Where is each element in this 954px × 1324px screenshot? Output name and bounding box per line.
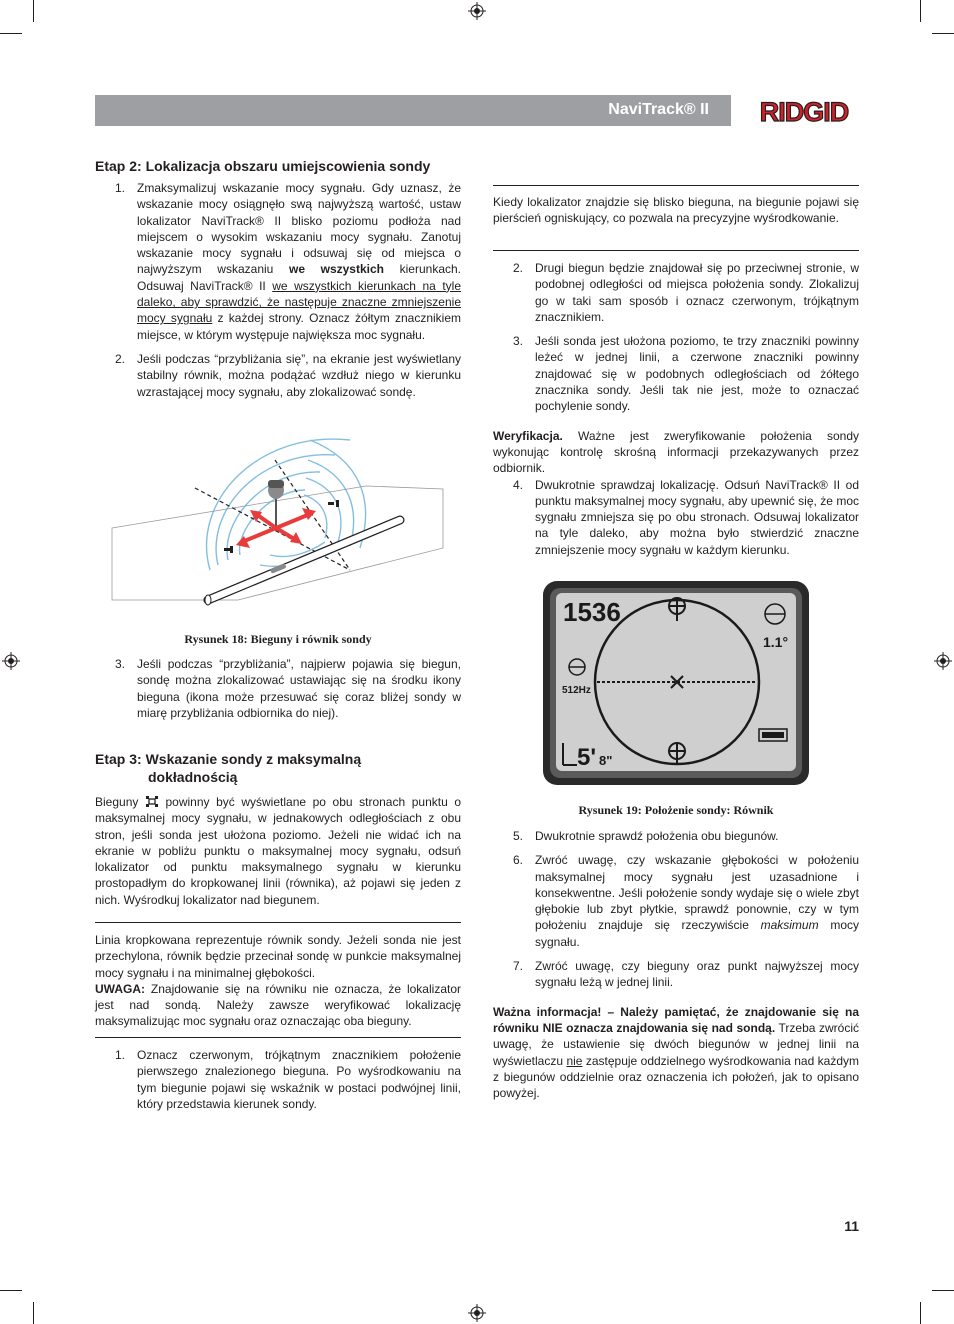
ridgid-logo xyxy=(748,94,860,128)
left-column-step3 xyxy=(95,750,461,908)
product-title: NaviTrack® II xyxy=(608,101,709,118)
crop-mark xyxy=(33,1302,34,1324)
crop-mark xyxy=(920,1302,921,1324)
right-column-continued xyxy=(493,828,859,1101)
svg-text:RIDGID: RIDGID xyxy=(759,97,849,127)
registration-mark-icon xyxy=(2,652,20,670)
left-column xyxy=(95,157,461,400)
figure-18-caption: Rysunek 18: Bieguny i równik sondy xyxy=(184,632,372,646)
figure-19-locator-screen xyxy=(543,581,809,785)
right-note-box: Kiedy lokalizator znajdzie się blisko bieguna, na biegunie pojawi się pierścień ogniskujący, co pozwala na precyzyjne wyśrodkowanie. xyxy=(493,195,859,226)
svg-text:1.1°: 1.1° xyxy=(763,634,789,650)
list-item: 2. Drugi biegun będzie znajdował się po przeciwnej stronie, w podobnej odległości od miejsca położenia sondy. Zlokalizuj go w taki sam sposób i oznacz czerwonym, trójkątnym znacznikiem. xyxy=(513,261,859,324)
section-heading: Etap 2: Lokalizacja obszaru umiejscowienia sondy xyxy=(95,158,431,174)
right-column xyxy=(493,260,859,558)
paragraph: Weryfikacja. Ważne jest zweryfikowanie położenia sondy wykonując kontrolę skrośną informacji przekazywanych przez odbiornik. xyxy=(493,428,859,476)
box-top-rule xyxy=(493,185,859,186)
crop-mark xyxy=(920,0,921,22)
crop-mark xyxy=(932,1290,954,1291)
list-item: 6. Zwróć uwagę, czy wskazanie głębokości w położeniu maksymalnej mocy sygnału jest uzasadnione i konsekwentne. Jeśli położenie sondy wydaje się o wiele zbyt głębokie lub zbyt płytkie, sprawdź ponownie, czy w tym położeniu znajduje się rzeczywiście maksimum mocy sygnału. xyxy=(513,853,859,949)
svg-text:1536: 1536 xyxy=(563,597,621,627)
important-note: Ważna informacja! – Należy pamiętać, że znajdowanie się na równiku NIE oznacza znajdowania się nad sondą. Trzeba zwrócić uwagę, że ustawienie się dwóch biegunów w jednej linii na wyświetlaczu nie zastępuje oddzielnego wyśrodkowania nad każdym z biegunów oddzielnie oraz oznaczenia ich położeń, jak to opisano powyżej. xyxy=(493,1004,859,1101)
list-item: 3. Jeśli sonda jest ułożona poziomo, te trzy znaczniki powinny leżeć w jednej linii, a czerwone znaczniki powinny znajdować się w podobnych odległościach od żółtego znacznika sondy. Jeśli tak nie jest, może to oznaczać pochylenie sondy. xyxy=(513,334,859,414)
list-item: 3. Jeśli podczas “przybliżania”, najpierw pojawia się biegun, sondę można zlokalizować ustawiając się na środku ikony bieguna (ikona może przesuwać się coraz bliżej sondy w miarę przybliżania odbiornika do niej). xyxy=(115,657,461,720)
list-item: 4. Dwukrotnie sprawdzaj lokalizację. Odsuń NaviTrack® II od punktu maksymalnej mocy sygnału, aby upewnić się, że moc sygnału zmniejsza się po obu stronach. Odsuwaj lokalizator na tyle daleko, aby można było stwierdzić znaczne zmniejszenie mocy sygnału w każdym kierunku. xyxy=(513,477,859,557)
page-number: 11 xyxy=(844,1218,859,1234)
crop-mark xyxy=(0,33,22,34)
registration-mark-icon xyxy=(934,652,952,670)
figure-18-illustration xyxy=(110,420,455,615)
crop-mark xyxy=(932,33,954,34)
list-item: 5. Dwukrotnie sprawdź położenia obu biegunów. xyxy=(513,829,779,843)
registration-mark-icon xyxy=(468,2,486,20)
svg-text:8": 8" xyxy=(599,753,613,768)
figure-19-caption: Rysunek 19: Położenie sondy: Równik xyxy=(578,803,774,817)
svg-text:512Hz: 512Hz xyxy=(562,685,591,696)
list-item: 1. Oznacz czerwonym, trójkątnym znacznikiem położenie pierwszego znalezionego bieguna. Po wyśrodkowaniu na tym biegunie pojawi się wskaźnik w postaci podwójnej linii, który przedstawia kierunek sondy. xyxy=(115,1048,461,1111)
section-heading: Etap 3: Wskazanie sondy z maksymalną dokładnością xyxy=(95,751,362,785)
registration-mark-icon xyxy=(468,1304,486,1322)
header-bar xyxy=(95,95,731,126)
svg-text:5': 5' xyxy=(577,744,597,771)
box-bottom-rule xyxy=(493,250,859,251)
left-column-continued xyxy=(95,656,461,721)
paragraph: Bieguny powinny być wyświetlane po obu stronach punktu o maksymalnej mocy sygnału, w jednakowych odległościach z obu stron, jeśli sonda jest ułożona poziomo. Jeżeli nie widać ich na ekranie w pobliżu punktu o maksymalnej mocy sygnału, odsuń lokalizator od punktu maksymalnego sygnału w kierunku prostopadłym do kropkowanej linii (równika), aż pojawi się jeden z nich. Wyśrodkuj lokalizator nad biegunem. xyxy=(95,795,461,907)
pole-icon xyxy=(145,795,159,808)
left-column-list xyxy=(95,1047,461,1112)
list-item: 1. Zmaksymalizuj wskazanie mocy sygnału. Gdy uznasz, że wskazanie mocy osiągnęło swą najwyższą wartość, ustaw lokalizator NaviTrack® II blisko poziomu podłoża nad miejscem o wysokim wskazaniu mocy sygnału. Zanotuj wskazanie mocy sygnału i odsuwaj się od miejsca o najwyższym wskazaniu we wszystkich kierunkach. Odsuwaj NaviTrack® II we wszystkich kierunkach na tyle daleko, aby sprawdzić, że następuje znaczne zmniejszenie mocy sygnału z każdej strony. Oznacz żółtym znacznikiem miejsce, w którym występuje największa moc sygnału. xyxy=(115,181,462,342)
box-bottom-rule xyxy=(95,1037,461,1038)
crop-mark xyxy=(33,0,34,22)
crop-mark xyxy=(0,1290,22,1291)
note-box: Linia kropkowana reprezentuje równik sondy. Jeżeli sonda nie jest przechylona, równik będzie przecinał sondę w punkcie maksymalnej mocy sygnału i na minimalnej głębokości. UWAGA: Znajdowanie się na równiku nie oznacza, że lokalizator jest nad sondą. Należy zawsze weryfikować lokalizację maksymalizując moc sygnału oraz oznaczając oba bieguny. xyxy=(95,933,461,1029)
list-item: 7. Zwróć uwagę, czy bieguny oraz punkt najwyższej mocy sygnału leżą w jednej linii. xyxy=(513,959,859,990)
list-item: 2. Jeśli podczas “przybliżania się”, na ekranie jest wyświetlany stabilny równik, można podążać wzdłuż niego w kierunku wzrastającej mocy sygnału, aby zlokalizować sondę. xyxy=(115,351,461,399)
box-top-rule xyxy=(95,922,461,923)
